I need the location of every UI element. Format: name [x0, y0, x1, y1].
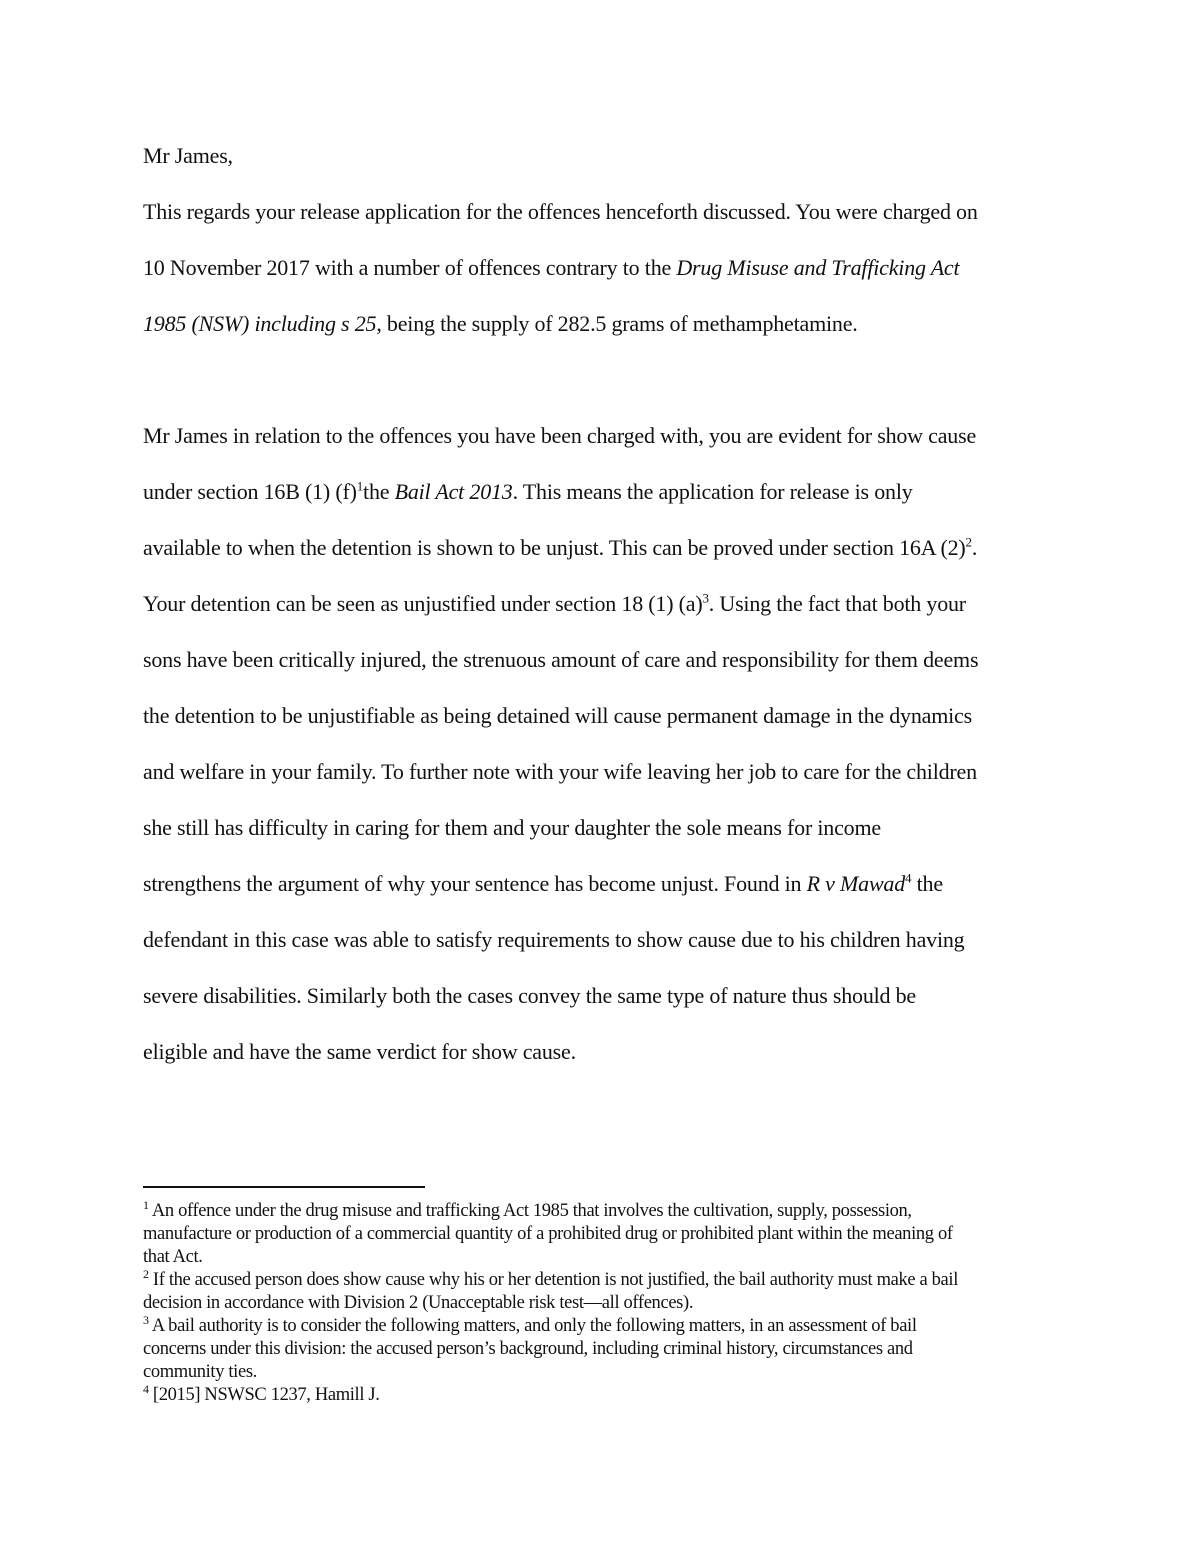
footnote-4-line-1 — [143, 1381, 1068, 1407]
letter-body — [143, 140, 1068, 1092]
footnote-text: [2015] NSWSC 1237, Hamill J. — [148, 1385, 380, 1405]
paragraph-1-line-1: This regards your release application for the offences henceforth discussed. You were charged on — [143, 199, 978, 224]
text-segment: the — [363, 479, 395, 504]
footnote-ref-3[interactable]: 3 — [702, 590, 709, 606]
footnote-ref-2[interactable]: 2 — [965, 534, 972, 550]
paragraph-2-line-8: she still has difficulty in caring for them and your daughter the sole means for income — [143, 815, 881, 840]
text-segment: . — [971, 535, 978, 560]
paragraph-2-line-12: eligible and have the same verdict for show cause. — [143, 1039, 576, 1064]
paragraph-2-line-6: the detention to be unjustifiable as being detained will cause permanent damage in the dynamics — [143, 703, 972, 728]
paragraph-gap — [143, 364, 1068, 420]
footnote-text: A bail authority is to consider the following matters, and only the following matters, in an assessment of bail — [148, 1316, 917, 1336]
footnote-number-3: 3 — [143, 1312, 149, 1327]
paragraph-2-line-11: severe disabilities. Similarly both the cases convey the same type of nature thus should be — [143, 983, 916, 1008]
footnote-text: An offence under the drug misuse and trafficking Act 1985 that involves the cultivation, supply, possession, — [148, 1201, 912, 1221]
footnote-3-line-3: community ties. — [143, 1362, 257, 1382]
paragraph-2-line-5: sons have been critically injured, the strenuous amount of care and responsibility for them deems — [143, 647, 979, 672]
paragraph-2-line-1: Mr James in relation to the offences you have been charged with, you are evident for show cause — [143, 423, 977, 448]
text-segment: 10 November 2017 with a number of offences contrary to the — [143, 255, 677, 280]
salutation: Mr James, — [143, 143, 233, 168]
footnote-number-1: 1 — [143, 1197, 149, 1212]
paragraph-2-line-2 — [143, 476, 1068, 532]
paragraph-1-line-2 — [143, 252, 1068, 308]
act-title-italic: 1985 (NSW) including s 25 — [143, 311, 377, 336]
paragraph-2-line-7: and welfare in your family. To further note with your wife leaving her job to care for the children — [143, 759, 977, 784]
footnote-1-line-2: manufacture or production of a commercial quantity of a prohibited drug or prohibited plant within the meaning of — [143, 1224, 953, 1244]
text-segment: strengthens the argument of why your sentence has become unjust. Found in — [143, 871, 807, 896]
footnote-3-line-1 — [143, 1312, 1068, 1338]
text-segment: Your detention can be seen as unjustified under section 18 (1) (a) — [143, 591, 703, 616]
act-title-italic: Drug Misuse and Trafficking Act — [676, 255, 960, 280]
case-name-italic: R v Mawad — [806, 871, 906, 896]
paragraph-2-line-4 — [143, 588, 1068, 644]
act-title-italic: Bail Act 2013 — [394, 479, 513, 504]
text-segment: . Using the fact that both your — [708, 591, 966, 616]
footnotes-section — [143, 1197, 1068, 1407]
footnote-3-line-2: concerns under this division: the accused person’s background, including criminal history, circumstances and — [143, 1339, 913, 1359]
text-segment: available to when the detention is shown to be unjust. This can be proved under section 16A (2) — [143, 535, 966, 560]
paragraph-1-line-3 — [143, 308, 1068, 364]
footnote-number-2: 2 — [143, 1266, 149, 1281]
footnote-1-line-1 — [143, 1197, 1068, 1223]
footnote-separator — [143, 1186, 425, 1188]
paragraph-2-line-9 — [143, 868, 1068, 924]
paragraph-2-line-10: defendant in this case was able to satisfy requirements to show cause due to his children having — [143, 927, 965, 952]
footnote-number-4: 4 — [143, 1381, 149, 1396]
footnote-ref-1[interactable]: 1 — [356, 478, 364, 494]
footnote-text: If the accused person does show cause why his or her detention is not justified, the bail authority must make a bail — [148, 1270, 958, 1290]
text-segment: , being the supply of 282.5 grams of methamphetamine. — [376, 311, 858, 336]
text-segment: . This means the application for release is only — [512, 479, 913, 504]
footnote-2-line-1 — [143, 1266, 1068, 1292]
paragraph-2-line-3 — [143, 532, 1068, 588]
footnote-1-line-3: that Act. — [143, 1247, 203, 1267]
text-segment: under section 16B (1) (f) — [143, 479, 357, 504]
footnote-2-line-2: decision in accordance with Division 2 (Unacceptable risk test—all offences). — [143, 1293, 694, 1313]
footnote-ref-4[interactable]: 4 — [905, 870, 912, 886]
text-segment: the — [911, 871, 943, 896]
